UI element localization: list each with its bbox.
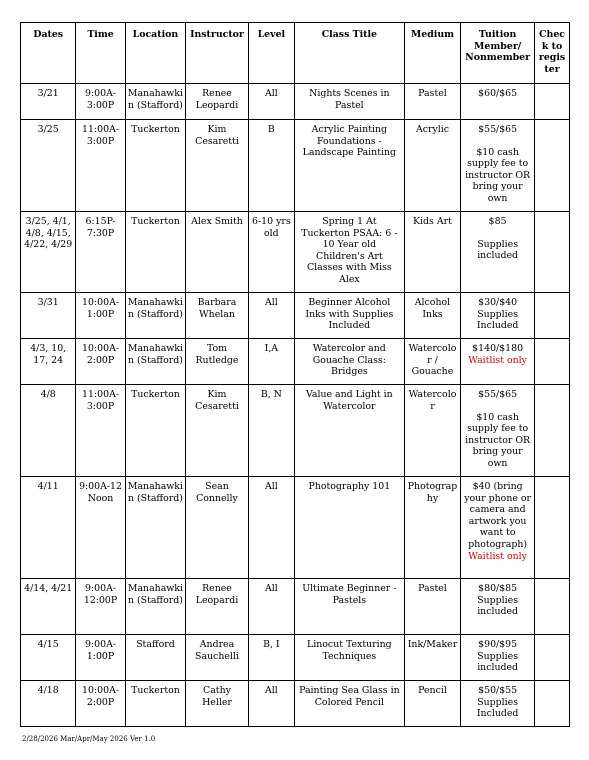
cell-instructor: Andrea Sauchelli [186, 635, 249, 681]
cell-class-title: Painting Sea Glass in Colored Pencil [294, 681, 404, 727]
class-schedule-table [20, 22, 570, 727]
table-row [21, 579, 570, 635]
cell-tuition [461, 681, 535, 727]
header-check-to-register: Chec k to regis ter [535, 23, 570, 84]
tuition-price: $80/$85 Supplies included [477, 583, 519, 618]
cell-level: B, I [248, 635, 294, 681]
tuition-price: $60/$65 [478, 88, 518, 99]
header-instructor: Instructor [186, 23, 249, 84]
cell-time: 9:00A-12:00P [76, 579, 125, 635]
cell-level: B [248, 120, 294, 212]
table-row [21, 339, 570, 385]
cell-tuition [461, 635, 535, 681]
tuition-price: $140/$180 [472, 343, 524, 354]
table-row [21, 120, 570, 212]
cell-dates: 4/18 [21, 681, 76, 727]
cell-check-to-register[interactable] [535, 635, 570, 681]
cell-level: I,A [248, 339, 294, 385]
cell-location: Tuckerton [125, 212, 186, 293]
cell-time: 9:00A-1:00P [76, 635, 125, 681]
cell-tuition [461, 293, 535, 339]
cell-class-title: Spring 1 At Tuckerton PSAA: 6 - 10 Year old Children's Art Classes with Miss Alex [294, 212, 404, 293]
cell-medium: Pastel [404, 84, 460, 120]
waitlist-badge: Waitlist only [468, 550, 527, 562]
cell-level: All [248, 293, 294, 339]
waitlist-badge: Waitlist only [468, 354, 527, 366]
cell-class-title: Beginner Alcohol Inks with Supplies Included [294, 293, 404, 339]
table-row [21, 477, 570, 579]
cell-dates: 4/15 [21, 635, 76, 681]
header-medium: Medium [404, 23, 460, 84]
cell-time: 6:15P-7:30P [76, 212, 125, 293]
cell-location: Tuckerton [125, 385, 186, 477]
cell-tuition [461, 339, 535, 385]
tuition-price: $40 (bring your phone or camera and artwork you want to photograph) [464, 481, 532, 550]
cell-check-to-register[interactable] [535, 579, 570, 635]
cell-tuition [461, 477, 535, 579]
cell-level: 6-10 yrs old [248, 212, 294, 293]
cell-time: 10:00A-1:00P [76, 293, 125, 339]
cell-dates: 3/21 [21, 84, 76, 120]
cell-tuition [461, 120, 535, 212]
cell-class-title: Linocut Texturing Techniques [294, 635, 404, 681]
cell-location: Manahawkin (Stafford) [125, 339, 186, 385]
cell-instructor: Alex Smith [186, 212, 249, 293]
cell-medium: Alcohol Inks [404, 293, 460, 339]
tuition-price: $85 [488, 216, 507, 227]
cell-instructor: Renee Leopardi [186, 579, 249, 635]
cell-location: Tuckerton [125, 120, 186, 212]
cell-time: 11:00A-3:00P [76, 385, 125, 477]
cell-level: All [248, 477, 294, 579]
cell-instructor: Tom Rutledge [186, 339, 249, 385]
cell-medium: Pencil [404, 681, 460, 727]
cell-level: All [248, 681, 294, 727]
table-row [21, 385, 570, 477]
cell-location: Manahawkin (Stafford) [125, 293, 186, 339]
cell-medium: Ink/Maker [404, 635, 460, 681]
cell-level: All [248, 579, 294, 635]
table-row [21, 681, 570, 727]
cell-dates: 4/14, 4/21 [21, 579, 76, 635]
cell-medium: Kids Art [404, 212, 460, 293]
cell-dates: 4/11 [21, 477, 76, 579]
cell-instructor: Kim Cesaretti [186, 120, 249, 212]
cell-check-to-register[interactable] [535, 477, 570, 579]
cell-tuition [461, 84, 535, 120]
cell-class-title: Acrylic Painting Foundations - Landscape Painting [294, 120, 404, 212]
cell-dates: 4/3, 10, 17, 24 [21, 339, 76, 385]
cell-location: Manahawkin (Stafford) [125, 84, 186, 120]
cell-dates: 4/8 [21, 385, 76, 477]
cell-tuition [461, 579, 535, 635]
cell-class-title: Nights Scenes in Pastel [294, 84, 404, 120]
tuition-price: $50/$55 Supplies Included [476, 685, 519, 720]
header-class-title: Class Title [294, 23, 404, 84]
cell-check-to-register[interactable] [535, 293, 570, 339]
cell-class-title: Watercolor and Gouache Class: Bridges [294, 339, 404, 385]
cell-instructor: Renee Leopardi [186, 84, 249, 120]
cell-instructor: Cathy Heller [186, 681, 249, 727]
table-row [21, 212, 570, 293]
cell-medium: Acrylic [404, 120, 460, 212]
cell-level: B, N [248, 385, 294, 477]
cell-time: 9:00A-12 Noon [76, 477, 125, 579]
tuition-price: $55/$65 [478, 389, 518, 400]
table-row [21, 84, 570, 120]
header-dates: Dates [21, 23, 76, 84]
table-row [21, 635, 570, 681]
cell-check-to-register[interactable] [535, 339, 570, 385]
header-tuition: Tuition Member/ Nonmember [461, 23, 535, 84]
tuition-note: Supplies included [477, 238, 519, 262]
cell-class-title: Value and Light in Watercolor [294, 385, 404, 477]
table-row [21, 293, 570, 339]
cell-location: Manahawkin (Stafford) [125, 579, 186, 635]
cell-time: 11:00A-3:00P [76, 120, 125, 212]
cell-class-title: Photography 101 [294, 477, 404, 579]
cell-check-to-register[interactable] [535, 681, 570, 727]
cell-location: Stafford [125, 635, 186, 681]
tuition-price: $55/$65 [478, 124, 518, 135]
cell-level: All [248, 84, 294, 120]
header-time: Time [76, 23, 125, 84]
cell-medium: Pastel [404, 579, 460, 635]
cell-instructor: Sean Connelly [186, 477, 249, 579]
tuition-price: $90/$95 Supplies included [477, 639, 519, 674]
cell-time: 9:00A-3:00P [76, 84, 125, 120]
cell-time: 10:00A-2:00P [76, 681, 125, 727]
tuition-note: $10 cash supply fee to instructor OR bring your own [465, 146, 531, 204]
cell-dates: 3/25 [21, 120, 76, 212]
cell-medium: Photograp hy [404, 477, 460, 579]
cell-check-to-register[interactable] [535, 120, 570, 212]
tuition-note: $10 cash supply fee to instructor OR bring your own [465, 411, 531, 469]
cell-medium: Watercolor [404, 385, 460, 477]
cell-tuition [461, 385, 535, 477]
cell-check-to-register[interactable] [535, 212, 570, 293]
cell-check-to-register[interactable] [535, 385, 570, 477]
cell-instructor: Kim Cesaretti [186, 385, 249, 477]
cell-time: 10:00A-2:00P [76, 339, 125, 385]
cell-location: Manahawkin (Stafford) [125, 477, 186, 579]
cell-dates: 3/25, 4/1, 4/8, 4/15, 4/22, 4/29 [21, 212, 76, 293]
cell-tuition [461, 212, 535, 293]
cell-dates: 3/31 [21, 293, 76, 339]
cell-medium: Watercolor / Gouache [404, 339, 460, 385]
header-location: Location [125, 23, 186, 84]
tuition-price: $30/$40 Supplies Included [476, 297, 519, 332]
cell-check-to-register[interactable] [535, 84, 570, 120]
header-level: Level [248, 23, 294, 84]
footer-version: 2/28/2026 Mar/Apr/May 2026 Ver 1.0 [22, 735, 156, 743]
cell-location: Tuckerton [125, 681, 186, 727]
cell-instructor: Barbara Whelan [186, 293, 249, 339]
cell-class-title: Ultimate Beginner - Pastels [294, 579, 404, 635]
header-row [21, 23, 570, 84]
